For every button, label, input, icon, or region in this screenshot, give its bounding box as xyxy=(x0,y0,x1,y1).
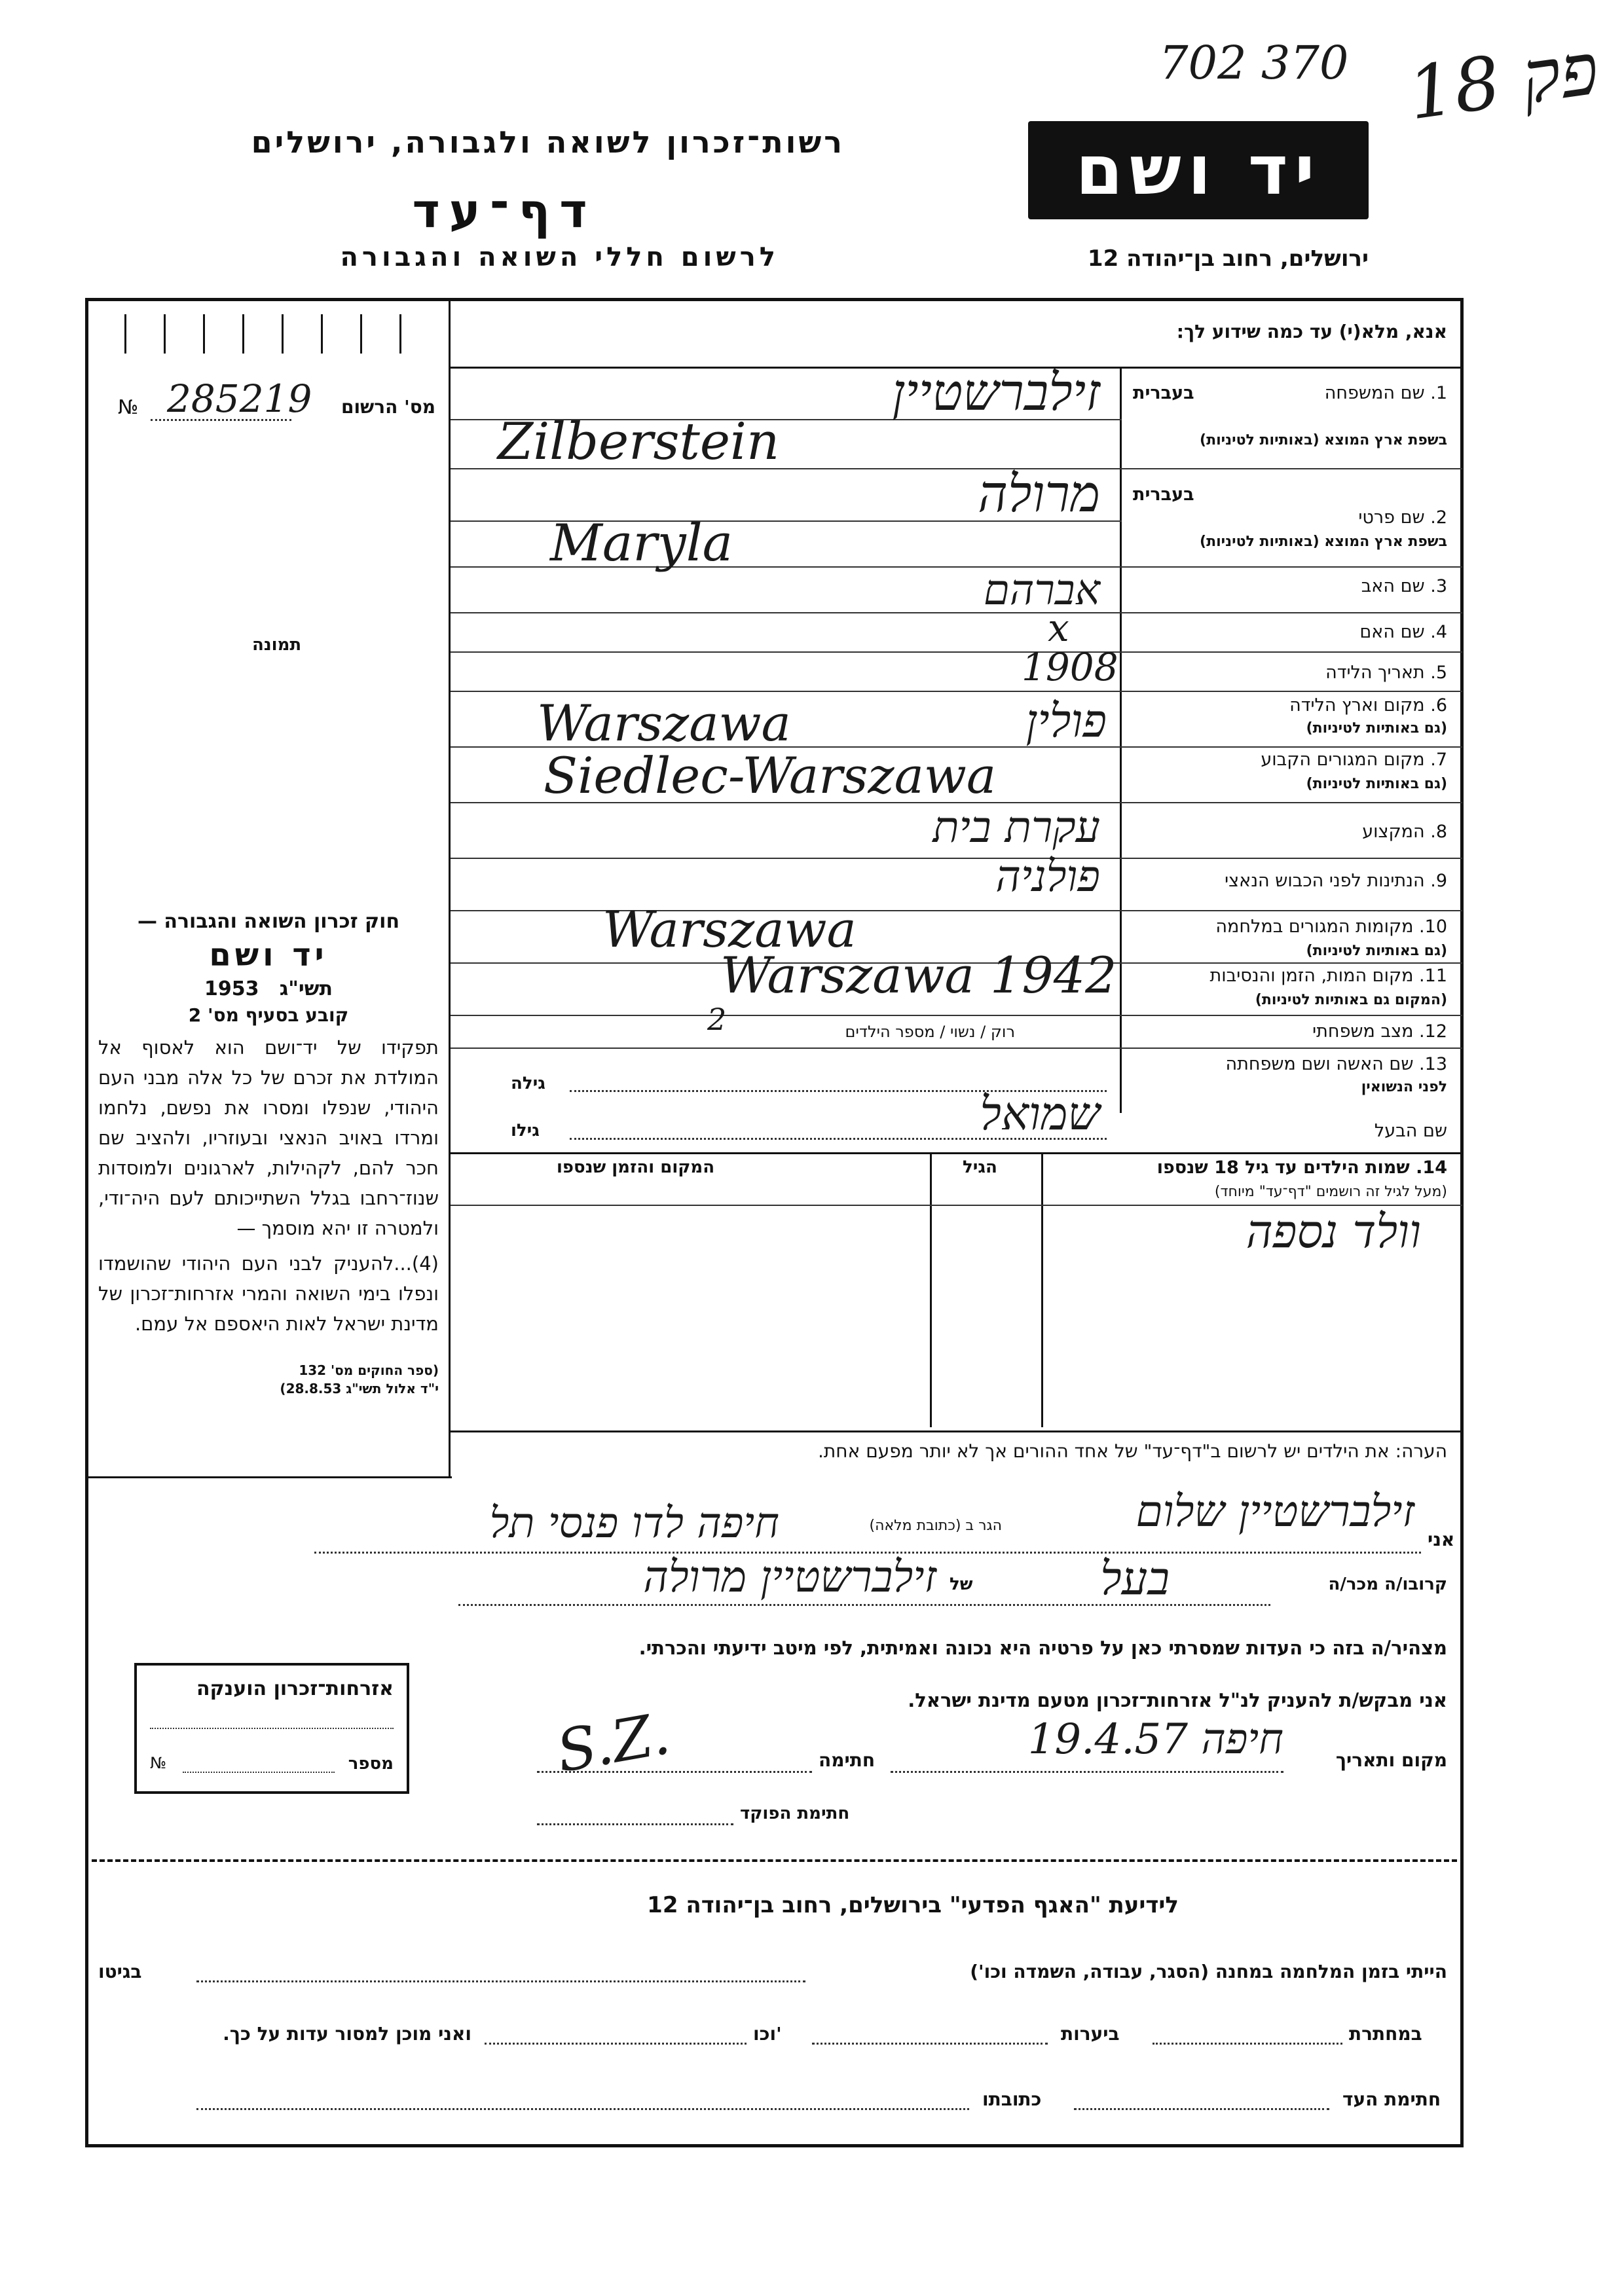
declarant-name: זילברשטיין שלום xyxy=(1135,1486,1414,1537)
law-source-2: י"ד אלול תשי"ג 28.8.53) xyxy=(280,1381,439,1396)
husband-age-label: גילו xyxy=(511,1121,540,1140)
citizenship-box xyxy=(134,1663,409,1794)
bottom-line2-c: וכו' xyxy=(753,2023,782,2045)
field-11-label: 11. מקום המות, הזמן והנסיבות xyxy=(1209,966,1447,986)
citizenship-number-label: מספר xyxy=(348,1754,394,1774)
of-label: של xyxy=(950,1575,973,1594)
field-9-label: 9. הנתינות לפני הכבוש הנאצי xyxy=(1225,871,1447,891)
field-2-latin-value: Maryla xyxy=(550,514,733,573)
field-6-label: 6. מקום וארץ הלידה xyxy=(1289,695,1447,716)
cut-line xyxy=(92,1859,1457,1862)
field-14-col-place: המקום והזמן שנספו xyxy=(557,1157,715,1177)
field-10-value: Warszawa xyxy=(602,900,857,958)
law-clause: קובע בסעיף מס' 2 xyxy=(188,1004,349,1026)
citizenship-prefix: № xyxy=(150,1754,166,1772)
husband-value: שמואל xyxy=(980,1087,1100,1140)
field-7-sub: (גם באותיות לטיניות) xyxy=(1306,776,1447,792)
corner-mark: פק 18 xyxy=(1403,26,1604,136)
field-8-value: עקרת בית xyxy=(932,802,1100,852)
bottom-line2-a: במחתרת xyxy=(1349,2023,1422,2045)
field-2-hebrew-value: מרולה xyxy=(978,465,1100,524)
field-5-label: 5. תאריך הלידה xyxy=(1325,663,1447,683)
law-year: 1953 תשי"ג xyxy=(204,977,333,1000)
field-3-label: 3. שם האב xyxy=(1361,576,1447,596)
field-4-value: x xyxy=(1048,606,1069,650)
bottom-line2-b: ביערות xyxy=(1061,2023,1120,2045)
archive-number: 702 370 xyxy=(1159,36,1349,90)
field-9-value: פולניה xyxy=(995,851,1100,902)
field-11-sub: (המקום גם באותיות לטיניות) xyxy=(1255,992,1447,1008)
officer-label: חתימת הפוקד xyxy=(740,1804,850,1823)
field-5-value: 1908 xyxy=(1022,645,1118,689)
declaration: מצהיר/ה בזה כי העדות שמסרתי כאן על פרטיה היא נכונה ואמיתית, לפי מיטב ידיעתי והכרתי. xyxy=(638,1637,1447,1659)
field-2-sub: בשפת ארץ המוצא (באותיות לטיניות) xyxy=(1200,534,1447,550)
declarant-i-label: אני xyxy=(1428,1529,1455,1550)
bottom-line3-b: כתובתו xyxy=(982,2088,1042,2110)
field-12-label: 12. מצב משפחתי xyxy=(1312,1021,1447,1042)
field-13-sub: לפני הנשואין xyxy=(1361,1079,1447,1095)
bottom-heading: לידיעת "האגף הפדעי" בירושלים, רחוב בן־יהודה 12 xyxy=(647,1892,1179,1918)
reg-label: מס' הרשום xyxy=(341,396,435,418)
field-14-value: וולד נספה xyxy=(1246,1205,1421,1258)
field-3-value: אברהם xyxy=(983,566,1100,615)
field-7-label: 7. מקום המגורים הקבוע xyxy=(1261,750,1447,770)
field-13-label: 13. שם האשה ושם משפחתה xyxy=(1225,1054,1447,1074)
form-title: דף־עד xyxy=(412,183,597,238)
of-value: זילברשטיין מרולה xyxy=(643,1552,936,1602)
declarant-address: חיפה לדו פנסי תל xyxy=(489,1499,779,1548)
bottom-line1-a: הייתי בזמן המלחמה במחנה (הסגר, עבודה, השמדה וכו') xyxy=(970,1961,1447,1982)
reg-number: 285219 xyxy=(167,376,312,421)
field-4-label: 4. שם האם xyxy=(1359,622,1447,642)
institution-line: רשות־זכרון לשואה ולגבורה, ירושלים xyxy=(251,124,845,160)
law-title: חוק זכרון השואה והגבורה — xyxy=(137,910,400,933)
law-name: יד ושם xyxy=(209,937,328,974)
photo-label: תמונה xyxy=(252,635,302,655)
law-text: תפקידו של יד־ושם הוא לאסוף אל המולדת את זכרם של כל אלה מבני העם היהודי, שנפלו ומסרו את נפשם, נלחמו ומרדו באויב הנאצי ובעוזריו, ולהציב שם חכר להם, לקהילות, לארגונים ולמוסדות שנוז־רחבו בגלל השתייכותם לעם היה־ודי, ולמטרה זו יהא מוסמך — xyxy=(98,1036,439,1239)
law-source-1: (ספר החוקים מס' 132 xyxy=(299,1362,439,1378)
field-12-inline: רוק / נשוי / מספר הילדים xyxy=(845,1023,1015,1041)
address: ירושלים, רחוב בן־יהודה 12 xyxy=(1087,246,1369,272)
field-1-hebrew-value: זילברשטיין xyxy=(892,363,1100,422)
field-13-age-label: גילה xyxy=(511,1074,545,1093)
logo-text: יד ושם xyxy=(1075,130,1321,210)
field-10-label: 10. מקומות המגורים במלחמה xyxy=(1215,917,1447,937)
field-6-value-heb: פולין xyxy=(1025,694,1107,748)
logo-block xyxy=(1028,121,1369,219)
place-date-value: חיפה 19.4.57 xyxy=(1027,1715,1283,1764)
bottom-line1-b: בגיטו xyxy=(98,1961,142,1982)
declarant-address-label: הגר ב (כתובת מלאה) xyxy=(869,1518,1002,1534)
field-6-value-lat: Warszawa xyxy=(537,694,791,752)
field-2-side: בעברית xyxy=(1133,484,1194,505)
field-1-label: 1. שם המשפחה xyxy=(1324,383,1447,403)
field-7-value: Siedlec-Warszawa xyxy=(544,746,997,805)
field-12-value: 2 xyxy=(707,1002,727,1037)
field-14-sub: (מעל לגיל זה רושמים "דף־עד" מיוחד) xyxy=(1214,1184,1447,1200)
field-14-col-age: הגיל xyxy=(963,1157,997,1177)
husband-label: שם הבעל xyxy=(1374,1121,1447,1141)
bottom-line3-a: חתימת העד xyxy=(1342,2088,1441,2110)
field-1-side: בעברית xyxy=(1133,383,1194,403)
relative-label: קרובו/ה מכר/ה xyxy=(1328,1575,1447,1594)
citizenship-title: אזרחות־זכרון הוענקה xyxy=(196,1677,394,1700)
field-8-label: 8. המקצוע xyxy=(1362,822,1447,842)
law-sidebar xyxy=(98,910,439,1396)
field-14-label: 14. שמות הילדים עד גיל 18 שנספו xyxy=(1156,1157,1447,1178)
field-6-sub: (גם באותיות לטיניות) xyxy=(1306,720,1447,737)
children-note: הערה: את הילדים יש לרשום ב"דף־עד" של אחד ההורים אך לא יותר מפעם אחת. xyxy=(817,1440,1447,1462)
relation-value: בעל xyxy=(1100,1552,1170,1605)
form-subtitle: לרשום חללי השואה והגבורה xyxy=(340,242,779,272)
barcode-marks xyxy=(98,314,439,354)
field-2-label: 2. שם פרטי xyxy=(1358,507,1447,528)
field-11-value: Warszawa 1942 xyxy=(720,946,1117,1004)
reg-prefix: № xyxy=(118,396,139,419)
field-1-sub: בשפת ארץ המוצא (באותיות לטיניות) xyxy=(1200,432,1447,448)
field-1-latin-value: Zilberstein xyxy=(498,412,780,471)
bottom-line2-d: ואני מוכן למסור עדות על כך. xyxy=(223,2023,471,2045)
signature-label: חתימה xyxy=(819,1749,876,1771)
place-date-label: מקום ותאריך xyxy=(1335,1749,1447,1771)
request: אני מבקש/ת להעניק לנ"ל אזרחות־זכרון מטעם מדינת ישראל. xyxy=(908,1689,1447,1711)
field-10-sub: (גם באותיות לטיניות) xyxy=(1306,943,1447,959)
signature-value: S.Z. xyxy=(551,1699,675,1786)
form-intro: אנא, מלא(י) עד כמה שידוע לך: xyxy=(1176,321,1447,342)
law-text-2: (4)...להעניק לבני העם היהודי שהושמדו ונפלו בימי השואה והמרי אזרחות־זכרון של מדינת ישראל לאות היאספם אל עמם. xyxy=(98,1252,439,1335)
